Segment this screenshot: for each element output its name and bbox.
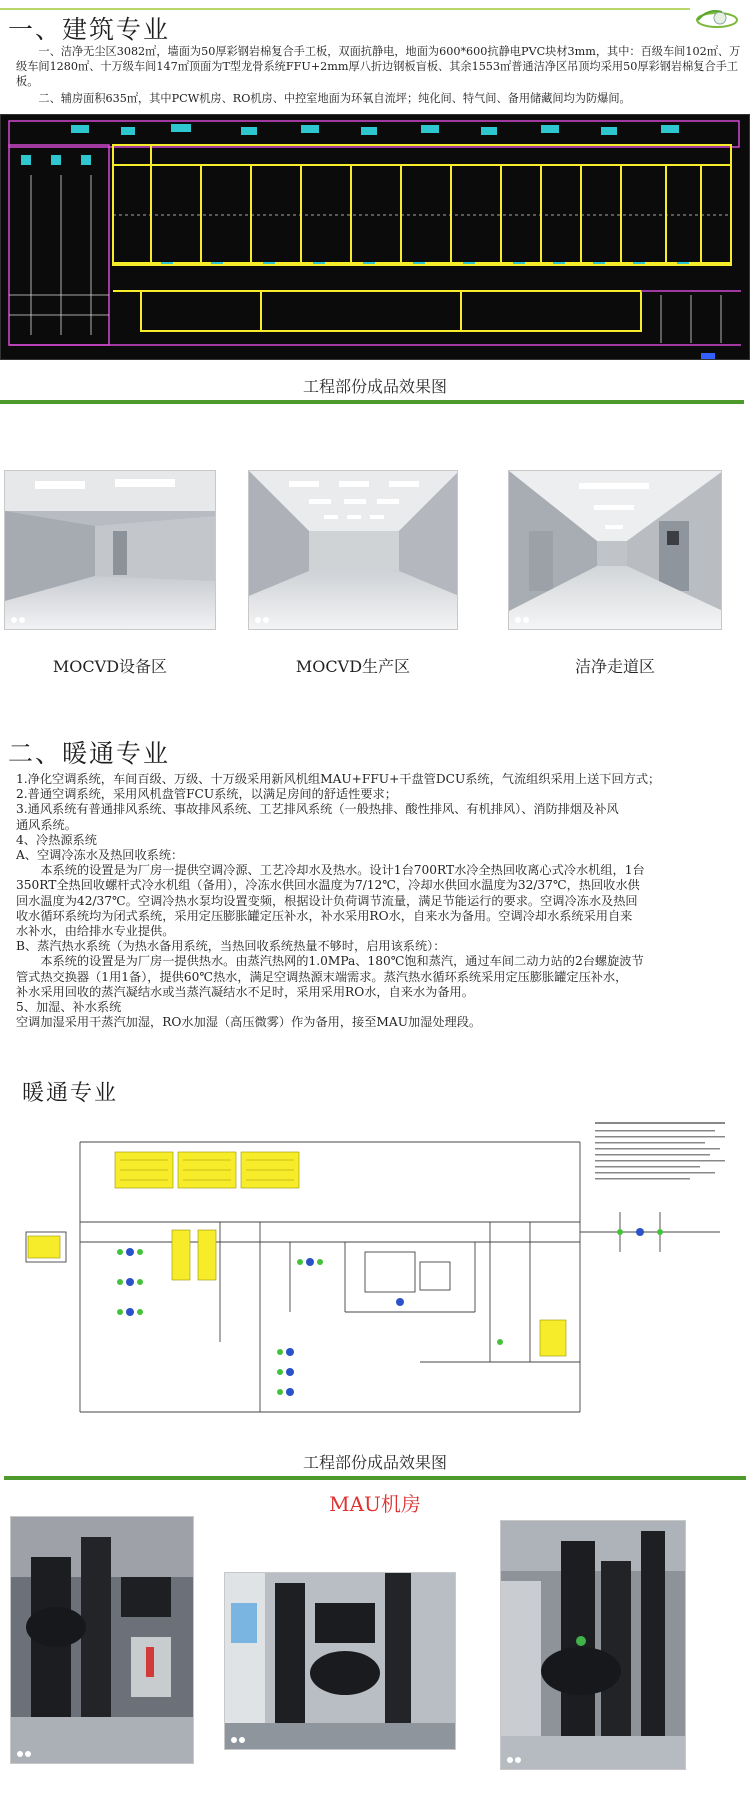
chilled-water-flow-diagram <box>20 1112 740 1440</box>
photo-label-mocvd-equipment: MOCVD设备区 <box>52 657 168 676</box>
floor-plan-blueprint <box>0 114 750 360</box>
hvac-line: 通风系统。 <box>16 817 77 832</box>
green-divider-1 <box>0 400 744 404</box>
camera-watermark <box>255 617 271 624</box>
hvac-line: 空调加湿采用干蒸汽加湿，RO水加湿（高压微雾）作为备用，接至MAU加湿处理段。 <box>16 1015 482 1030</box>
arch-paragraph-2: 二、辅房面积635㎡，其中PCW机房、RO机房、中控室地面为环氧自流坪；纯化间、特气间、备用储藏间均为防爆间。 <box>38 92 631 105</box>
arch-photos-caption: 工程部份成品效果图 <box>302 377 447 396</box>
hvac-line: 管式热交换器（1用1备），提供60℃热水，满足空调热源末端需求。蒸汽热水循环系统采用定压膨胀罐定压补水， <box>16 969 628 984</box>
camera-watermark <box>507 1757 523 1764</box>
camera-watermark <box>231 1737 247 1744</box>
photo-mocvd-production-area <box>248 470 458 630</box>
leaf-logo-icon <box>694 6 740 30</box>
hvac-line: 收水循环系统均为闭式系统，采用定压膨胀罐定压补水，补水采用RO水，自来水为备用。空调冷却水系统采用自来 <box>16 908 633 923</box>
hvac-line: 回水温度为42/37℃。空调冷热水泵均设置变频，根据设计负荷调节流量，满足节能运行的要求。空调冷冻水及热回 <box>16 893 638 908</box>
hvac-line: 本系统的设置是为厂房一提供热水。由蒸汽热网的1.0MPa、180℃饱和蒸汽，通过车间二动力站的2台螺旋波节 <box>16 954 644 969</box>
mau-room-title: MAU机房 <box>329 1492 421 1516</box>
camera-watermark <box>17 1751 33 1758</box>
hvac-description <box>16 772 742 1030</box>
arch-paragraph-1: 一、洁净无尘区3082㎡，墙面为50厚彩钢岩棉复合手工板，双面抗静电，地面为600*600抗静电PVC块材3mm，其中：百级车间102㎡、万级车间1280㎡、十万级车间147㎡顶面为T型龙骨系统FFU+2mm厚八折边钢板盲板、其余1553㎡普通洁净区吊顶均采用50厚彩钢岩棉复合手工板。 <box>16 45 741 88</box>
hvac-line: B、蒸汽热水系统（为热水备用系统，当热回收系统热量不够时，启用该系统）： <box>16 939 446 954</box>
hvac-line: 2.普通空调系统，采用风机盘管FCU系统，以满足房间的舒适性要求； <box>16 787 397 802</box>
photo-clean-corridor <box>508 470 722 630</box>
photo-mau-room-1 <box>10 1516 194 1764</box>
photo-mocvd-equipment-area <box>4 470 216 630</box>
arch-section-title: 一、建筑专业 <box>8 15 171 44</box>
hvac-photos-caption: 工程部份成品效果图 <box>302 1453 447 1472</box>
photo-mau-room-2 <box>224 1572 456 1750</box>
hvac-line: 本系统的设置是为厂房一提供空调冷源、工艺冷却水及热水。设计1台700RT水冷全热回收离心式冷水机组，1台 <box>16 863 645 878</box>
camera-watermark <box>11 617 27 624</box>
hvac-line: 350RT全热回收螺杆式冷水机组（备用），冷冻水供回水温度为7/12℃，冷却水供回水温度为32/37℃，热回收水供 <box>16 878 640 893</box>
hvac-line: 水补水，由给排水专业提供。 <box>16 924 175 939</box>
hvac-line: 1.净化空调系统，车间百级、万级、十万级采用新风机组MAU+FFU+干盘管DCU系统，气流组织采用上送下回方式； <box>16 772 661 786</box>
camera-watermark <box>515 617 531 624</box>
hvac-subtitle: 暖通专业 <box>22 1081 119 1106</box>
hvac-section-title: 二、暖通专业 <box>8 739 171 768</box>
hvac-line: A、空调冷冻水及热回收系统： <box>16 848 184 863</box>
green-divider-2 <box>4 1476 746 1480</box>
photo-mau-room-3 <box>500 1520 686 1770</box>
photo-label-mocvd-production: MOCVD生产区 <box>295 657 411 676</box>
hvac-line: 4、冷热源系统 <box>16 832 97 847</box>
hvac-line: 补水采用回收的蒸汽凝结水或当蒸汽凝结水不足时，采用采用RO水，自来水为备用。 <box>16 984 474 999</box>
hvac-line: 3.通风系统有普通排风系统、事故排风系统、工艺排风系统（一般热排、酸性排风、有机排风）、消防排烟及补风 <box>16 802 619 817</box>
photo-label-clean-corridor: 洁净走道区 <box>574 657 655 676</box>
hvac-line: 5、加湿、补水系统 <box>16 1000 122 1015</box>
